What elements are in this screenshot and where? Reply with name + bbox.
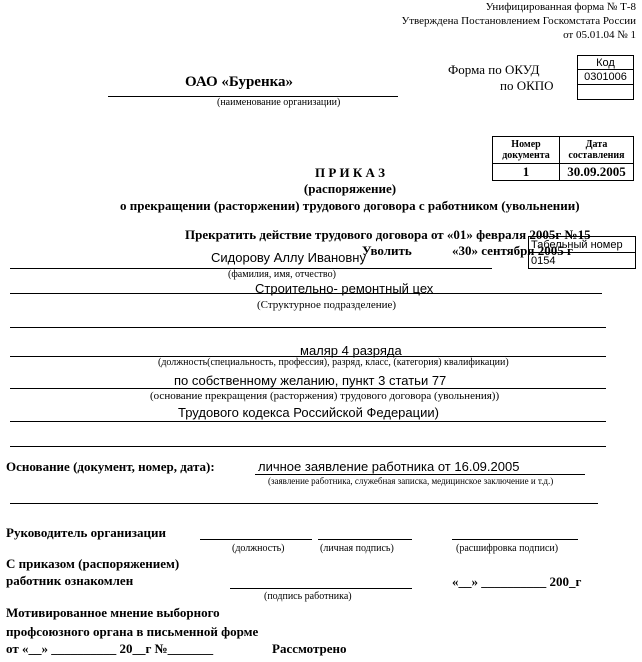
structural-unit: Строительно- ремонтный цех: [255, 281, 434, 296]
unit-spacer-line: [10, 327, 606, 328]
form-line-2: Утверждена Постановлением Госкомстата России: [401, 15, 636, 27]
basis-caption: (заявление работника, служебная записка, медицинское заключение и т.д.): [268, 476, 554, 486]
basis-underline: [255, 474, 585, 475]
doc-number-header-2: документа: [502, 150, 550, 161]
unit-underline: [10, 293, 602, 294]
doc-number: 1: [493, 164, 560, 181]
doc-number-header: [493, 137, 560, 164]
employee-name: Сидорову Аллу Ивановну: [211, 250, 366, 265]
okpo-label: по ОКПО: [500, 78, 554, 93]
basis-label: Основание (документ, номер, дата):: [6, 459, 215, 474]
organization-caption: (наименование организации): [217, 97, 341, 108]
ack-date: «__» __________ 200_г: [452, 574, 582, 589]
basis-line-2: [10, 503, 598, 504]
worker-sign-line[interactable]: [230, 588, 412, 589]
decoding-caption: (расшифровка подписи): [456, 543, 559, 554]
head-decoding-line[interactable]: [452, 539, 578, 540]
reviewed-label: Рассмотрено: [272, 641, 347, 656]
unit-caption: (Структурное подразделение): [257, 299, 397, 311]
code-table: [577, 55, 634, 100]
dismiss-label: Уволить: [362, 243, 412, 258]
position-value: маляр 4 разряда: [300, 343, 402, 358]
termination-line: Прекратить действие трудового договора от «01» февраля 2005г №15: [185, 227, 591, 242]
order-subject: о прекращении (расторжении) трудового договора с работником (увольнении): [120, 198, 580, 213]
position-sign-caption: (должность): [232, 543, 285, 554]
worker-sign-caption: (подпись работника): [264, 591, 352, 602]
ack-line-2: работник ознакомлен: [6, 573, 134, 588]
tab-number-value: 0154: [529, 253, 636, 269]
organization-name: ОАО «Буренка»: [185, 74, 294, 90]
okud-value: 0301006: [578, 70, 634, 85]
signature-caption: (личная подпись): [320, 543, 394, 554]
doc-date: 30.09.2005: [560, 164, 634, 181]
reason-underline: [10, 388, 606, 389]
name-caption: (фамилия, имя, отчество): [228, 269, 336, 280]
union-line-1: Мотивированное мнение выборного: [6, 605, 220, 620]
tab-number-label: Табельный номер: [529, 237, 636, 253]
basis-value: личное заявление работника от 16.09.2005: [258, 459, 520, 474]
okud-label: Форма по ОКУД: [448, 62, 540, 77]
form-line-3: от 05.01.04 № 1: [563, 29, 636, 41]
doc-date-header-2: составления: [568, 150, 625, 161]
doc-date-header-1: Дата: [585, 139, 608, 150]
dismiss-date: «30» сентября 2005 г: [452, 243, 573, 258]
ack-line-1: С приказом (распоряжением): [6, 556, 180, 571]
union-line-3: от «__» __________ 20__г №_______: [6, 641, 214, 656]
termination-reason: по собственному желанию, пункт 3 статьи 77: [174, 373, 447, 388]
doc-number-header-1: Номер: [511, 139, 541, 150]
form-line-1: Унифицированная форма № Т-8: [485, 1, 636, 13]
blank-line: [10, 446, 606, 447]
head-position-line[interactable]: [200, 539, 312, 540]
head-label: Руководитель организации: [6, 525, 166, 540]
order-title: П Р И К А З: [314, 165, 386, 180]
tab-number-table: [528, 236, 636, 269]
reason-cont-underline: [10, 421, 606, 422]
union-line-2: профсоюзного органа в письменной форме: [6, 624, 259, 639]
order-subtitle: (распоряжение): [303, 181, 397, 196]
okpo-value: [578, 85, 634, 100]
reason-caption: (основание прекращения (расторжения) трудового договора (увольнения)): [150, 390, 500, 402]
reason-continuation: Трудового кодекса Российской Федерации): [178, 405, 439, 420]
kod-header: Код: [578, 56, 634, 70]
position-caption: (должность(специальность, профессия), разряд, класс, (категория) квалификации): [158, 357, 509, 368]
head-signature-line[interactable]: [318, 539, 412, 540]
doc-date-header: [560, 137, 634, 164]
